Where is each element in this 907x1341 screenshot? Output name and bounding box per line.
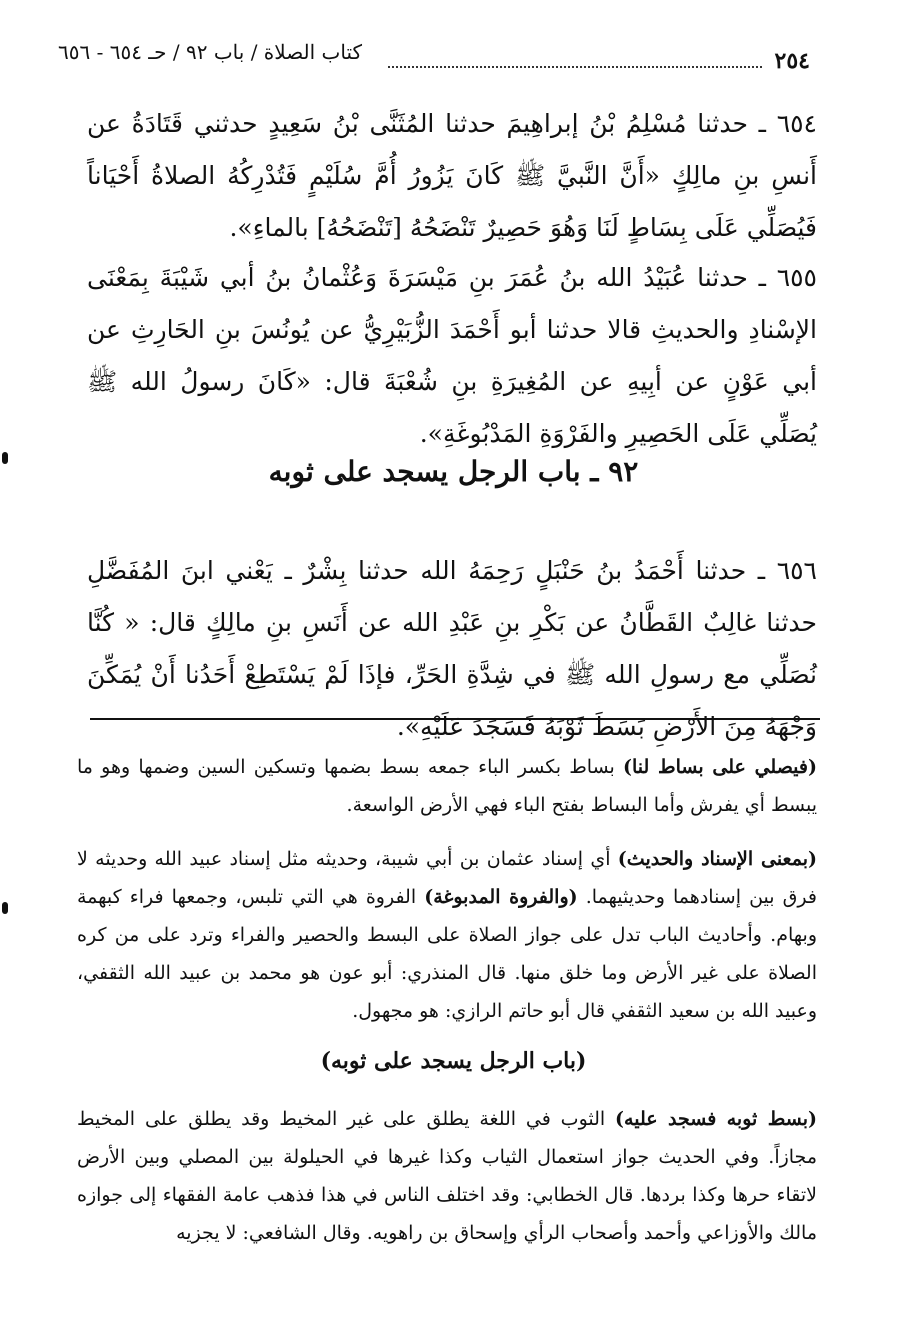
note-keyword: (فيصلي على بساط لنا) — [622, 756, 817, 778]
note-text: بساط بكسر الباء جمعه بسط بضمها وتسكين السين وضمها وهو ما يبسط أي يفرش وأما البساط بفتح الباء فهي الأرض الواسعة. — [77, 756, 817, 816]
note-text: أي إسناد عثمان بن أبي شيبة، وحديثه مثل إسناد عبيد الله وحديثه لا فرق بين إسنادهما وحديثيهما. — [77, 848, 817, 908]
note-text: الفروة هي التي تلبس، وجمعها فراء كبهمة وبهام. وأحاديث الباب تدل على جواز الصلاة على البسط والحصير والفراء وترد على من كره الصلاة على غير الأرض وما خلق منها. قال المنذري: أبو عون هو محمد بن عبيد الله الثقفي، وعبيد الله بن سعيد الثقفي قال أبو حاتم الرازي: هو مجهول. — [77, 886, 817, 1022]
chapter-heading: ٩٢ ـ باب الرجل يسجد على ثوبه — [268, 455, 639, 488]
hadith-656: ٦٥٦ ـ حدثنا أَحْمَدُ بنُ حَنْبَلٍ رَحِمَهُ الله حدثنا بِشْرٌ ـ يَعْني ابنَ المُفَضَّلِ حدثنا غالِبٌ القَطَّانُ عن بَكْرِ بنِ عَبْدِ الله عن أَنَسِ بنِ مالِكٍ قال: « كُنَّا نُصَلِّي مع رسولِ الله ﷺ في شِدَّةِ الحَرِّ، فإذَا لَمْ يَسْتَطِعْ أَحَدُنا أَنْ يُمَكِّنَ وَجْهَهُ مِنَ الأَرْضِ بَسَطَ ثَوْبَهُ فَسَجَدَ عَلَيْهِ». — [87, 556, 817, 741]
commentary-note-3 — [77, 1100, 817, 1252]
note-keyword: (والفروة المدبوغة) — [424, 886, 578, 908]
hadith-654: ٦٥٤ ـ حدثنا مُسْلِمُ بْنُ إبراهِيمَ حدثنا المُثَنَّى بْنُ سَعِيدٍ حدثني قَتَادَةُ عن أَنسِ بنِ مالِكٍ «أَنَّ النَّبيَّ ﷺ كَانَ يَزُورُ أُمَّ سُلَيْمٍ فَتُدْرِكُهُ الصلاةُ أَحْيَاناً فَيُصَلِّي عَلَى بِسَاطٍ لَنَا وَهُوَ حَصِيرٌ تَنْضَحُهُ [تَنْضَحُهُ] بالماءِ». — [87, 109, 817, 242]
running-title: كتاب الصلاة / باب ٩٢ / حـ ٦٥٤ - ٦٥٦ — [58, 40, 363, 64]
header-dotted-leader — [388, 66, 762, 68]
footnote-separator — [90, 718, 820, 720]
note-text: الثوب في اللغة يطلق على غير المخيط وقد يطلق على المخيط مجازاً. وفي الحديث جواز استعمال الثياب وكذا غيرها في الحيلولة بين المصلي وبين الأرض لاتقاء حرها وكذا بردها. قال الخطابي: وقد اختلف الناس في هذا فذهب عامة الفقهاء إلى جوازه مالك والأوزاعي وأحمد وأصحاب الرأي وإسحاق بن راهويه. وقال الشافعي: لا يجزيه — [77, 1108, 817, 1244]
commentary-note-2 — [77, 840, 817, 1030]
note-keyword: (بمعنى الإسناد والحديث) — [617, 848, 817, 870]
hadith-655: ٦٥٥ ـ حدثنا عُبَيْدُ الله بنُ عُمَرَ بنِ مَيْسَرَةَ وَعُثْمانُ بنُ أبي شَيْبَةَ بِمَعْنَى الإسْنادِ والحديثِ قالا حدثنا أبو أَحْمَدَ الزُّبَيْرِيُّ عن يُونُسَ بنِ الحَارِثِ عن أبي عَوْنٍ عن أبِيهِ عن المُغِيرَةِ بنِ شُعْبَةَ قال: «كَانَ رسولُ الله ﷺ يُصَلِّي عَلَى الحَصِيرِ والفَرْوَةِ المَدْبُوغَةِ». — [87, 263, 817, 448]
commentary-note-1 — [77, 748, 817, 824]
page-header — [58, 34, 810, 78]
margin-mark — [2, 452, 8, 464]
page-number: ٢٥٤ — [774, 48, 810, 74]
note-keyword: (بسط ثوبه فسجد عليه) — [615, 1108, 817, 1130]
margin-mark — [2, 902, 8, 914]
commentary-chapter-heading: (باب الرجل يسجد على ثوبه) — [320, 1048, 587, 1074]
